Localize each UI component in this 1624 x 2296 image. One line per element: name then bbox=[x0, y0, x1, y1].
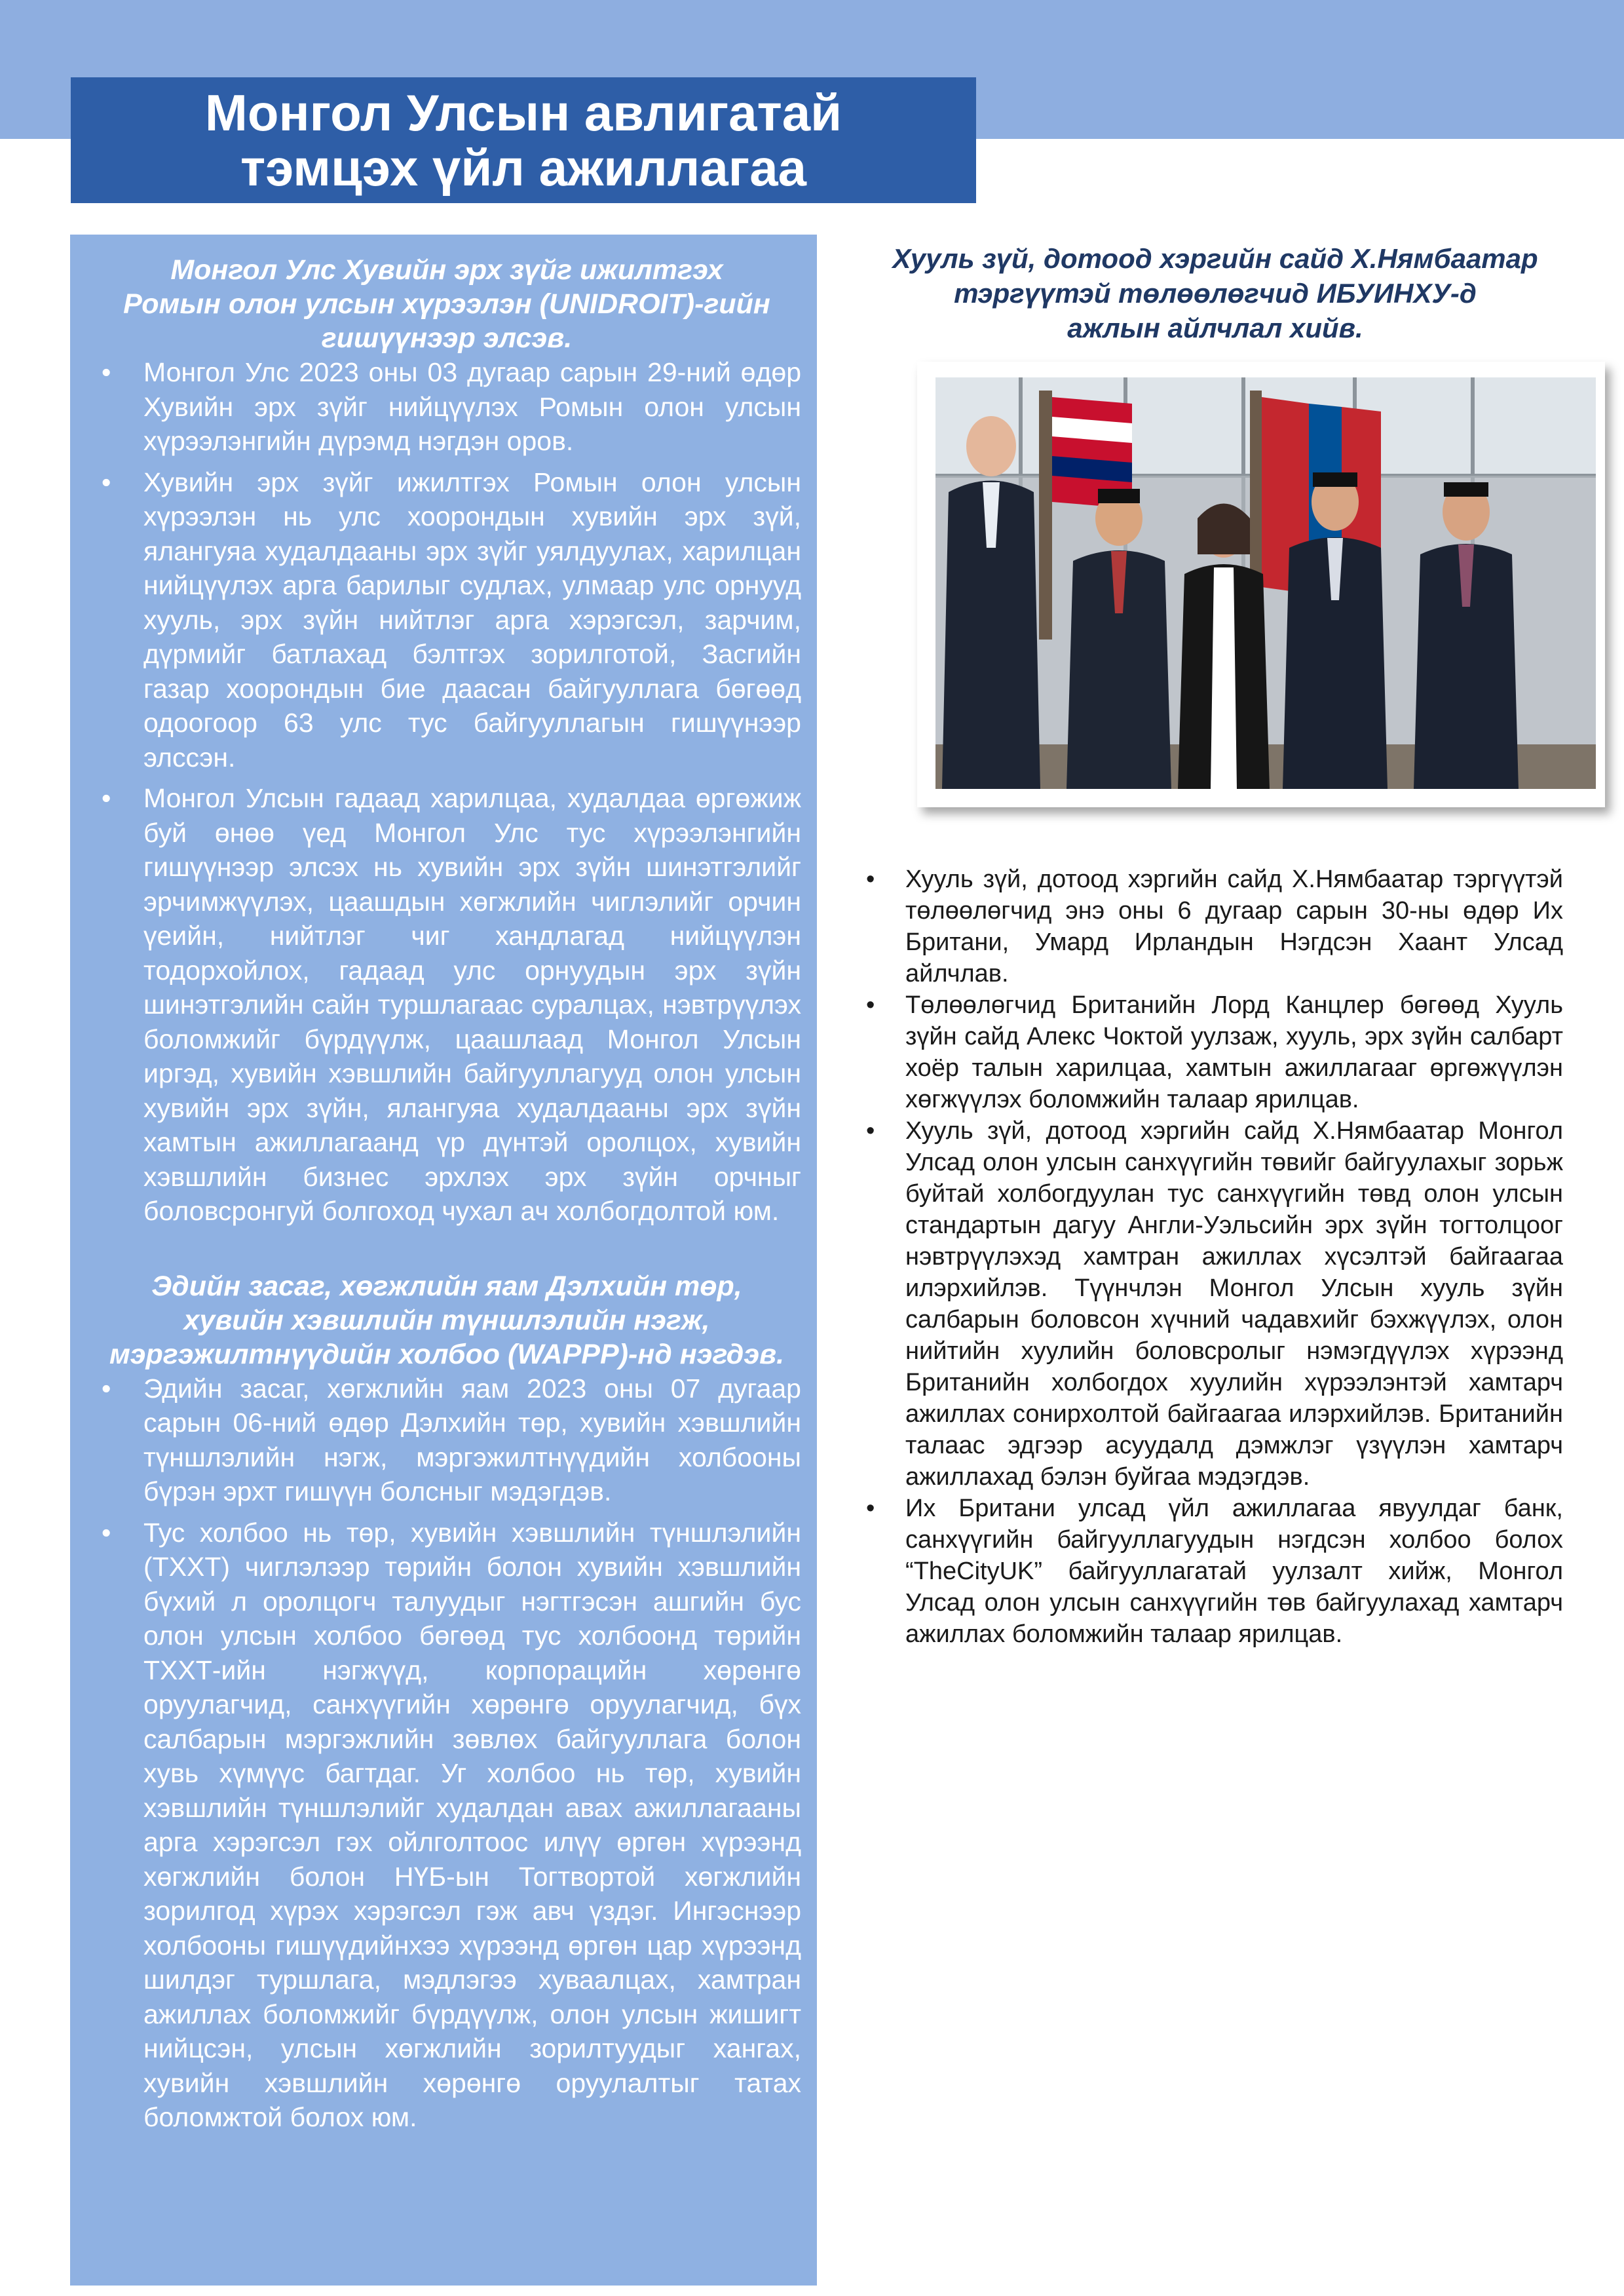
visit-bullet-list bbox=[866, 864, 1563, 1650]
heading-line: тэргүүтэй төлөөлөгчид ИБУИНХУ-д bbox=[954, 278, 1477, 309]
list-item bbox=[866, 989, 1563, 1115]
list-item bbox=[92, 1371, 801, 1509]
page-title-line-1: Монгол Улсын авлигатай bbox=[204, 84, 842, 142]
unidroit-bullet-list bbox=[92, 355, 801, 1229]
heading-line: ажлын айлчлал хийв. bbox=[1067, 313, 1363, 343]
bullet-icon: • bbox=[102, 783, 111, 813]
list-item bbox=[866, 864, 1563, 989]
left-panel bbox=[70, 235, 817, 2286]
bullet-icon: • bbox=[866, 1117, 875, 1145]
page-title-line-2: тэмцэх үйл ажиллагаа bbox=[240, 139, 806, 197]
list-item-text: Хууль зүй, дотоод хэргийн сайд Х.Нямбаатар Монгол Улсад олон улсын санхүүгийн төвийг байгуулахыг зорьж буйтай холбогдуулан тус санхүүгийн төвд олон улсын стандартын дагуу Англи-Уэльсийн эрх зүйн тогтолцоог нэвтрүүлэхэд хамтран ажиллах хүсэлтэй байгаагаа илэрхийлэв. Түүнчлэн Монгол Улсын хууль зүйн салбарын боловсон хүчний чадавхийг бэхжүүлэх, олон нийтийн хуулийн боловсролыг нэмэгдүүлэх хүрээнд Британийн холбогдох хуулийн хүрээлэнтэй хамтарч ажиллах сонирхолтой байгаагаа илэрхийлэв. Британийн талаас эдгээр асуудалд дэмжлэг үзүүлэн хамтарч ажиллахад бэлэн буйгаа мэдэгдэв. bbox=[905, 1117, 1563, 1491]
wappp-bullet-list bbox=[92, 1371, 801, 2135]
list-item bbox=[866, 1115, 1563, 1493]
heading-line: Монгол Улс Хувийн эрх зүйг ижилтгэх bbox=[170, 254, 723, 286]
section-heading-unidroit bbox=[92, 253, 801, 355]
bullet-icon: • bbox=[866, 866, 875, 893]
bullet-icon: • bbox=[866, 1495, 875, 1522]
bullet-icon: • bbox=[102, 357, 111, 387]
list-item-text: Тус холбоо нь төр, хувийн хэвшлийн түншлэлийн (ТХХТ) чиглэлээр төрийн болон хувийн хэвшлийн бүхий л оролцогч талуудыг нэгтгэсэн ашгийн бус олон улсын холбоо бөгөөд тус холбоонд төрийн ТХХТ-ийн нэгжүүд, корпорацийн хөрөнгө оруулагчид, санхүүгийн хөрөнгө оруулагчид, бүх салбарын мэргэжлийн зөвлөх байгууллага болон хувь хүмүүс багтдаг. Уг холбоо нь төр, хувийн хэвшлийн түншлэлийг худалдан авах ажиллагааны арга хэрэгсэл гэх ойлголтоос илүү өргөн хүрээнд хөгжлийн болон НҮБ-ын Тогтвортой хөгжлийн зорилгод хүрэх хэрэгсэл гэж авч үздэг. Ингэснээр холбооны гишүүдийнхээ хүрээнд өргөн цар хүрээнд шилдэг туршлага, мэдлэгээ хуваалцах, хамтран ажиллах боломжийг бүрдүүлж, олон улсын жишигт нийцсэн, улсын хөгжлийн зорилтуудыг хангах, хувийн хэвшлийн хөрөнгө оруулалтыг татах боломжтой болох юм. bbox=[143, 1517, 801, 2132]
list-item-text: Монгол Улсын гадаад харилцаа, худалдаа өргөжиж буй өнөө үед Монгол Улс тус хүрээлэнгийн гишүүнээр элсэх нь хувийн эрх зүйн шинэтгэлийг эрчимжүүлэх, цаашдын хөгжлийн чиглэлийг орчин үеийн, нийтлэг чиг хандлагад нийцүүлэн тодорхойлох, гадаад улс орнуудын эрх зүйн шинэтгэлийн сайн туршлагаас суралцах, нэвтрүүлэх боломжийг бүрдүүлж, цаашлаад Монгол Улсын иргэд, хувийн хэвшлийн байгууллагууд олон улсын хувийн эрх зүйн, ялангуяа худалдааны эрх зүйн хамтын ажиллагаанд үр дүнтэй оролцох, хувийн хэвшлийн бизнес эрхлэх эрх зүйн орчныг боловсронгуй болгоход чухал ач холбогдолтой юм. bbox=[143, 783, 801, 1226]
heading-line: мэргэжилтнүүдийн холбоо (WAPPP)-нд нэгдэв. bbox=[109, 1338, 785, 1370]
list-item-text: Хувийн эрх зүйг ижилтгэх Ромын олон улсын хүрээлэн нь улс хоорондын хувийн эрх зүй, ялангуяа худалдааны эрх зүйг уялдуулах, харилцан нийцүүлэх арга барилыг судлах, улмаар улс орнууд хууль, эрх зүйн нийтлэг арга хэрэгсэл, зарчим, дүрмийг батлахад бэлтгэх зорилготой, Засгийн газар хоорондын бие даасан байгууллага бөгөөд одоогоор 63 улс тус байгууллагын гишүүнээр элссэн. bbox=[143, 467, 801, 773]
list-item-text: Төлөөлөгчид Британийн Лорд Канцлер бөгөөд Хууль зүйн сайд Алекс Чоктой уулзаж, хууль, эрх зүйн салбарт хоёр талын харилцаа, хамтын ажиллагааг өргөжүүлэн хөгжүүлэх боломжийн талаар ярилцав. bbox=[905, 991, 1563, 1113]
page-title-box bbox=[71, 77, 976, 203]
heading-line: Эдийн засаг, хөгжлийн яам Дэлхийн төр, bbox=[151, 1270, 742, 1302]
list-item-text: Их Британи улсад үйл ажиллагаа явуулдаг банк, санхүүгийн байгууллагуудын нэгдсэн холбоо болох “TheCityUK” байгууллагатай уулзалт хийж, Монгол Улсад олон улсын санхүүгийн төв байгуулахад хамтарч ажиллах боломжийн талаар ярилцав. bbox=[905, 1495, 1563, 1648]
heading-line: Хууль зүй, дотоод хэргийн сайд Х.Нямбаатар bbox=[892, 243, 1538, 274]
right-column bbox=[865, 241, 1566, 345]
heading-line: хувийн хэвшлийн түншлэлийн нэгж, bbox=[183, 1304, 710, 1336]
list-item bbox=[92, 355, 801, 459]
list-item bbox=[92, 781, 801, 1229]
list-item-text: Монгол Улс 2023 оны 03 дугаар сарын 29-ний өдөр Хувийн эрх зүйг нийцүүлэх Ромын олон улсын хүрээлэнгийн дүрэмд нэгдэн оров. bbox=[143, 357, 801, 456]
section-heading-visit bbox=[865, 241, 1566, 345]
list-item bbox=[92, 465, 801, 775]
heading-line: гишүүнээр элсэв. bbox=[321, 322, 573, 354]
bullet-icon: • bbox=[866, 991, 875, 1019]
section-heading-wappp bbox=[92, 1269, 801, 1371]
bullet-icon: • bbox=[102, 1373, 111, 1404]
list-item-text: Эдийн засаг, хөгжлийн яам 2023 оны 07 дугаар сарын 06-ний өдөр Дэлхийн төр, хувийн хэвшлийн түншлэлийн нэгж, мэргэжилтнүүдийн холбооны бүрэн эрхт гишүүн болсныг мэдэгдэв. bbox=[143, 1373, 801, 1506]
bullet-icon: • bbox=[102, 1517, 111, 1548]
list-item bbox=[866, 1493, 1563, 1650]
list-item bbox=[92, 1516, 801, 2135]
list-item-text: Хууль зүй, дотоод хэргийн сайд Х.Нямбаатар тэргүүтэй төлөөлөгчид энэ оны 6 дугаар сарын 30-ны өдөр Их Британи, Умард Ирландын Нэгдсэн Хаант Улсад айлчлав. bbox=[905, 866, 1563, 987]
heading-line: Ромын олон улсын хүрээлэн (UNIDROIT)-гийн bbox=[123, 288, 770, 320]
bullet-icon: • bbox=[102, 467, 111, 497]
group-photo-icon bbox=[935, 377, 1596, 789]
group-photo bbox=[917, 362, 1605, 807]
